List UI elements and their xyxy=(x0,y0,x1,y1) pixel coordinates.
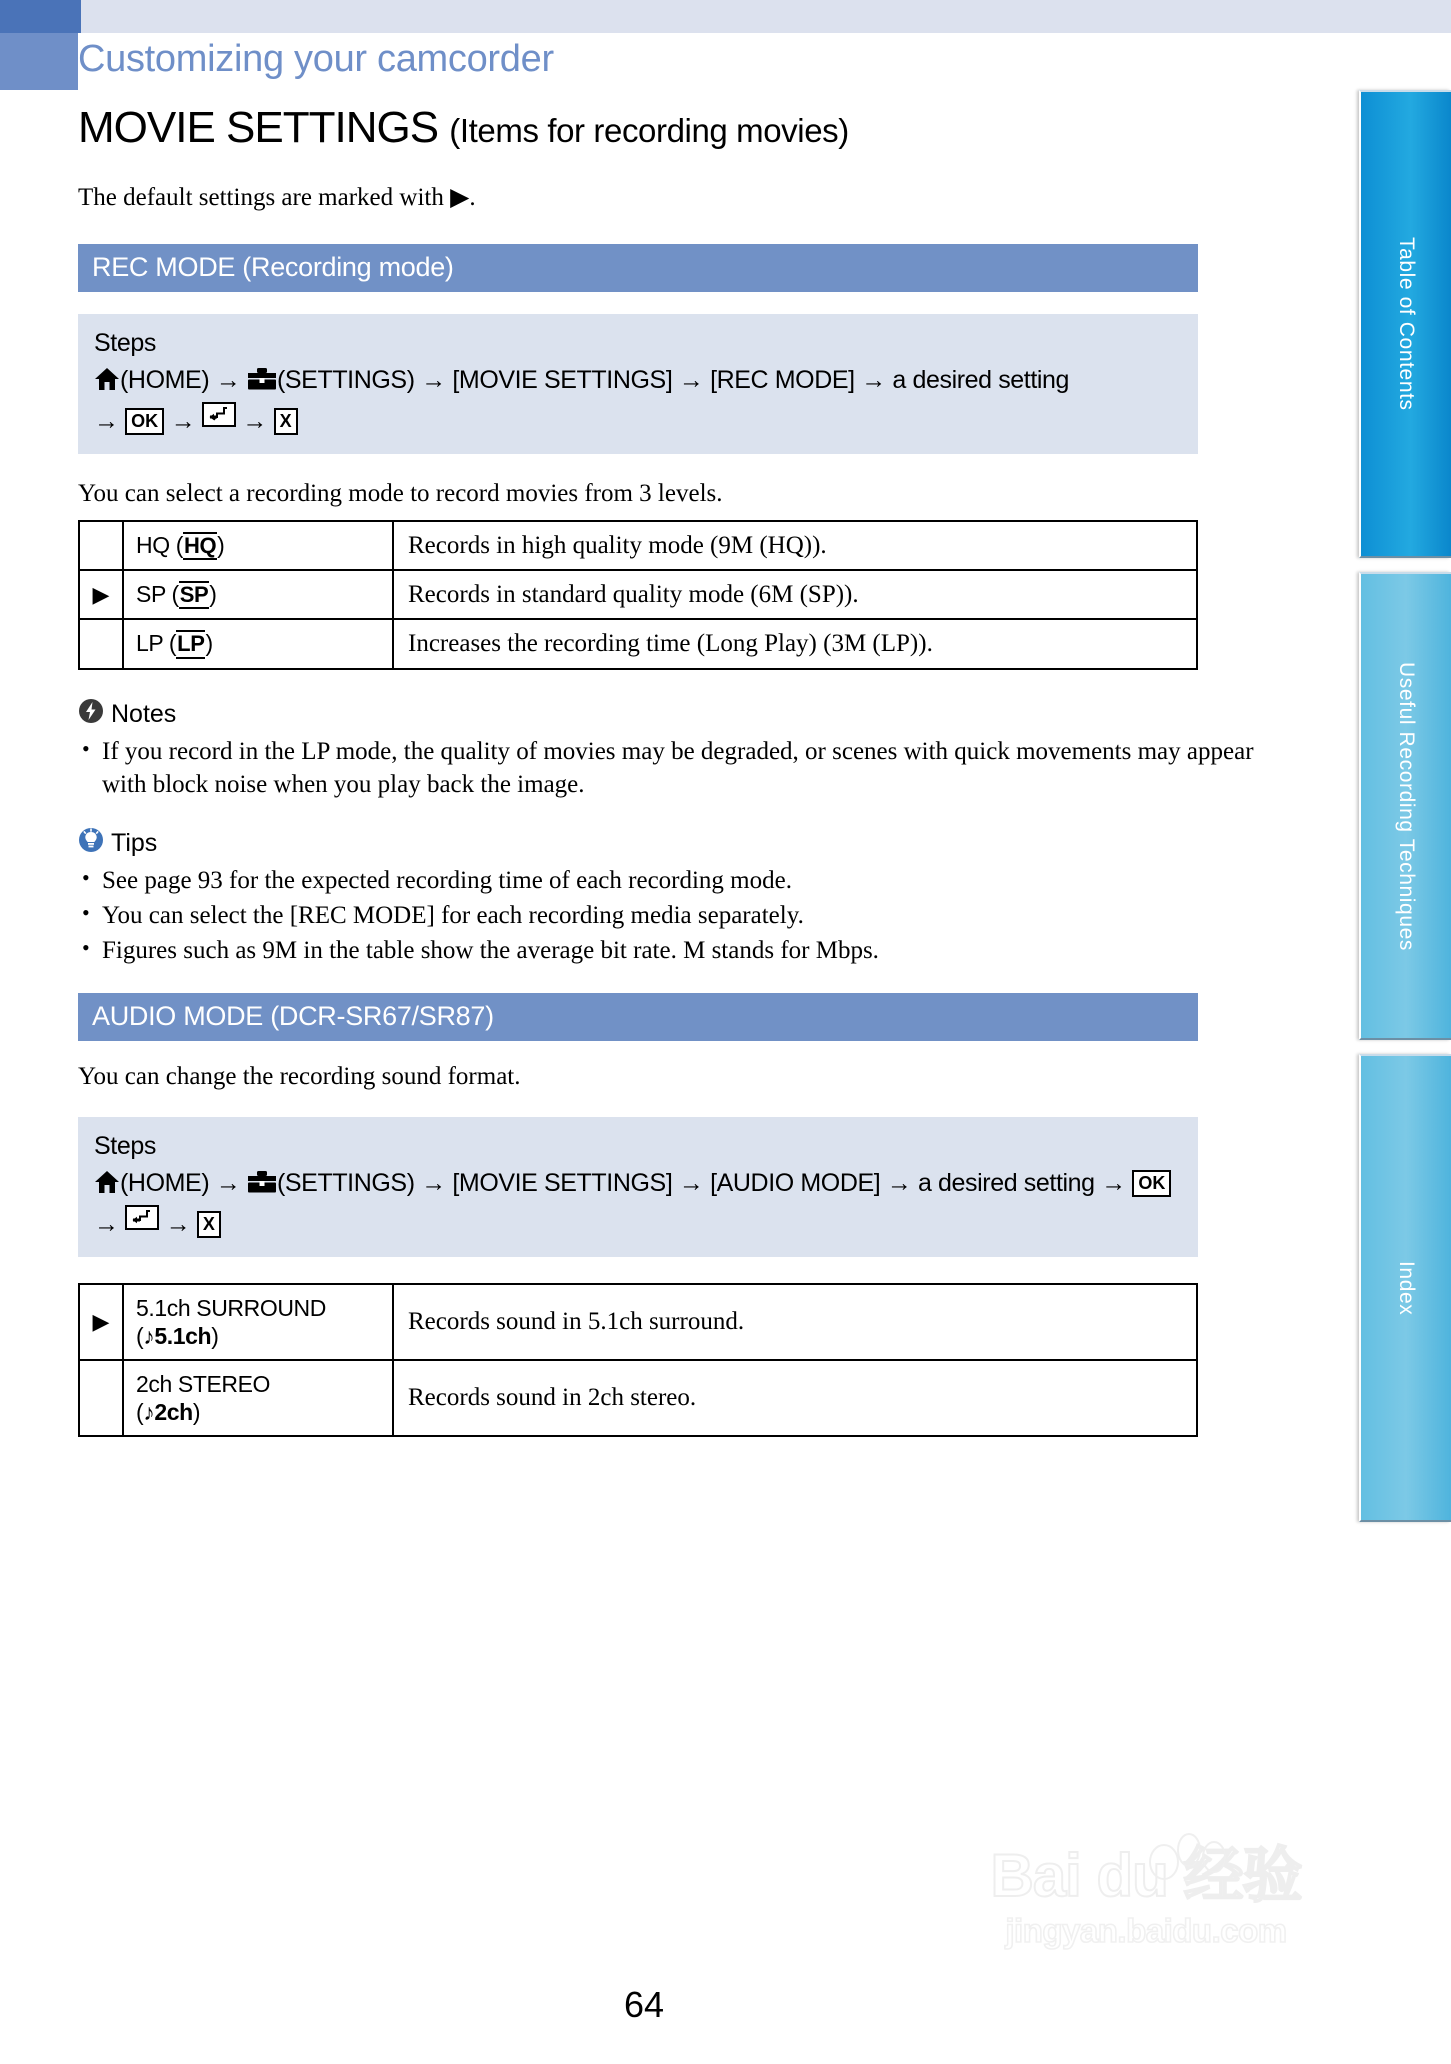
notes-icon xyxy=(78,698,104,731)
notes-title: Notes xyxy=(111,699,177,728)
arrow-7: → xyxy=(242,406,268,435)
steps-box-rec-mode xyxy=(78,314,1198,455)
movie-settings-label: [MOVIE SETTINGS] xyxy=(452,366,673,395)
notes-list xyxy=(78,735,1288,801)
chapter-title: Customizing your camcorder xyxy=(78,38,554,80)
steps-label: Steps xyxy=(94,1131,156,1160)
tab-useful-recording-techniques[interactable] xyxy=(1359,572,1451,1040)
section-heading-rec-mode: REC MODE (Recording mode) xyxy=(78,244,1198,292)
arrow-4: → xyxy=(861,366,886,395)
default-marker xyxy=(79,1360,123,1436)
option-badge-icon: HQ xyxy=(183,532,217,560)
watermark-sub-text: jingyan.baidu.com xyxy=(1005,1912,1287,1949)
side-tab-strip xyxy=(1340,0,1451,2064)
steps-path xyxy=(94,1166,1182,1242)
page-title-main: MOVIE SETTINGS xyxy=(78,103,439,152)
home-icon xyxy=(94,1169,120,1205)
tab-label: Index xyxy=(1395,1260,1418,1316)
option-badge-icon: LP xyxy=(176,630,205,658)
arrow-6: → xyxy=(170,406,196,435)
option-name-cell: LP (LP) xyxy=(123,619,393,668)
default-marker xyxy=(79,619,123,668)
list-item: • See page 93 for the expected recording time of each recording mode. xyxy=(78,864,1258,897)
default-marker xyxy=(79,521,123,570)
settings-label: (SETTINGS) xyxy=(276,366,415,395)
option-description: Increases the recording time (Long Play) (3M (LP)). xyxy=(393,619,1197,668)
table-row xyxy=(79,619,1197,668)
tips-title: Tips xyxy=(111,828,158,857)
option-description: Records sound in 5.1ch surround. xyxy=(393,1284,1197,1360)
arrow-1: → xyxy=(215,1169,241,1198)
desired-setting-label: a desired setting xyxy=(918,1169,1095,1198)
option-description: Records in standard quality mode (6M (SP)). xyxy=(393,570,1197,619)
close-key-icon: X xyxy=(197,1211,221,1238)
page-title xyxy=(78,104,1288,152)
tips-icon xyxy=(78,827,104,860)
home-label: (HOME) xyxy=(120,1169,210,1198)
home-icon xyxy=(94,366,120,402)
option-name-cell: HQ (HQ) xyxy=(123,521,393,570)
rec-mode-table xyxy=(78,520,1198,670)
steps-path xyxy=(94,363,1182,439)
audio-mode-label: [AUDIO MODE] xyxy=(710,1169,881,1198)
option-description: Records in high quality mode (9M (HQ)). xyxy=(393,521,1197,570)
desired-setting-label: a desired setting xyxy=(892,366,1070,395)
option-name-cell: 5.1ch SURROUND (♪5.1ch) xyxy=(123,1284,393,1360)
table-row xyxy=(79,570,1197,619)
default-marker: ▶ xyxy=(79,570,123,619)
arrow-4: → xyxy=(886,1169,912,1198)
option-badge-icon: SP xyxy=(179,581,210,609)
arrow-3: → xyxy=(678,366,704,395)
table-row xyxy=(79,521,1197,570)
arrow-2: → xyxy=(421,1169,446,1198)
ok-key-icon: OK xyxy=(1132,1170,1171,1197)
arrow-1: → xyxy=(215,366,241,395)
option-name-cell: SP (SP) xyxy=(123,570,393,619)
page-content xyxy=(78,0,1288,1465)
home-label: (HOME) xyxy=(120,366,210,395)
option-name: SP xyxy=(136,581,166,608)
list-item: • If you record in the LP mode, the quality of movies may be degraded, or scenes with quick movements may appear with block noise when you play back the image. xyxy=(78,735,1258,801)
arrow-7: → xyxy=(165,1209,191,1238)
option-name: HQ xyxy=(136,532,170,559)
return-key-icon xyxy=(202,402,236,427)
watermark-main-text: Bai du 经验 xyxy=(990,1842,1302,1909)
option-name: 5.1ch SURROUND xyxy=(136,1295,326,1322)
rec-mode-label: [REC MODE] xyxy=(710,366,855,395)
list-item: • Figures such as 9M in the table show the average bit rate. M stands for Mbps. xyxy=(78,934,1258,967)
settings-label: (SETTINGS) xyxy=(276,1169,415,1198)
section-heading-audio-mode: AUDIO MODE (DCR-SR67/SR87) xyxy=(78,993,1198,1041)
audio-mode-lead-text: You can change the recording sound format. xyxy=(78,1062,521,1090)
audio-mode-table xyxy=(78,1283,1198,1437)
arrow-5: → xyxy=(1101,1169,1126,1198)
paw-print-icon xyxy=(1134,1830,1244,1905)
settings-toolbox-icon xyxy=(247,366,277,402)
close-key-icon: X xyxy=(274,408,298,435)
tab-index[interactable] xyxy=(1359,1054,1451,1522)
option-name: 2ch STEREO xyxy=(136,1371,271,1398)
arrow-5: → xyxy=(94,406,119,435)
option-name: LP xyxy=(136,630,163,657)
arrow-3: → xyxy=(678,1169,704,1198)
movie-settings-label: [MOVIE SETTINGS] xyxy=(452,1169,673,1198)
tips-heading xyxy=(78,827,1288,860)
option-name-cell: 2ch STEREO (♪2ch) xyxy=(123,1360,393,1436)
top-corner-accent xyxy=(0,0,81,33)
intro-text: The default settings are marked with ▶. xyxy=(78,183,476,211)
baidu-watermark xyxy=(966,1842,1326,1996)
ok-key-icon: OK xyxy=(125,408,164,435)
settings-toolbox-icon xyxy=(247,1169,277,1205)
tips-list xyxy=(78,864,1288,967)
tab-table-of-contents[interactable] xyxy=(1359,90,1451,558)
option-description: Records sound in 2ch stereo. xyxy=(393,1360,1197,1436)
left-accent-bar xyxy=(0,33,78,90)
list-item: • You can select the [REC MODE] for each recording media separately. xyxy=(78,899,1258,932)
page-number: 64 xyxy=(623,1984,665,2025)
option-badge-icon: ♪2ch xyxy=(143,1399,193,1426)
arrow-2: → xyxy=(421,366,446,395)
return-key-icon xyxy=(125,1205,159,1230)
notes-heading xyxy=(78,698,1288,731)
rec-mode-lead-text: You can select a recording mode to record movies from 3 levels. xyxy=(78,480,723,508)
tab-label: Table of Contents xyxy=(1395,237,1418,411)
option-badge-icon: ♪5.1ch xyxy=(143,1323,212,1350)
table-row xyxy=(79,1360,1197,1436)
arrow-6: → xyxy=(94,1209,119,1238)
steps-label: Steps xyxy=(94,328,156,357)
table-row xyxy=(79,1284,1197,1360)
default-marker: ▶ xyxy=(79,1284,123,1360)
tab-label: Useful Recording Techniques xyxy=(1395,661,1418,951)
steps-box-audio-mode xyxy=(78,1117,1198,1258)
page-title-sub: (Items for recording movies) xyxy=(449,112,849,149)
